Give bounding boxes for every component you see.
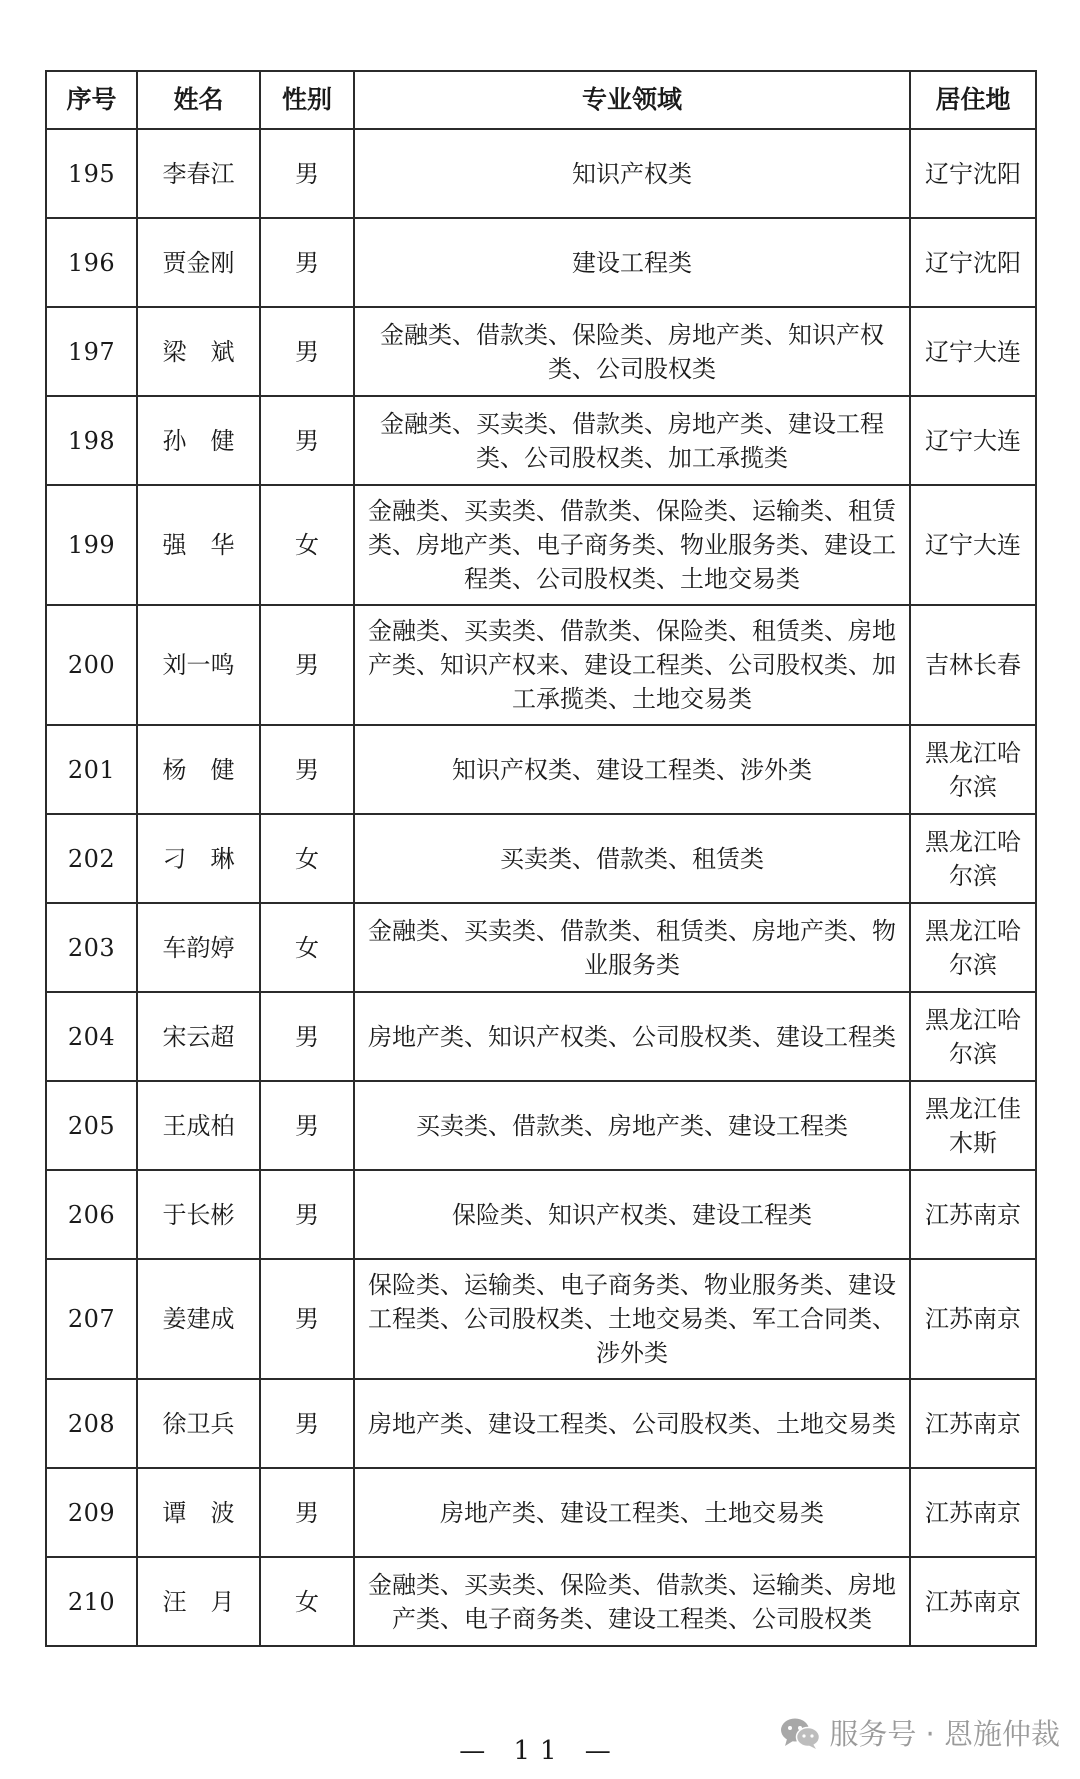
row-name: 谭 波: [137, 1468, 260, 1557]
table-row: [46, 485, 1036, 605]
row-field: 金融类、买卖类、借款类、房地产类、建设工程类、公司股权类、加工承揽类: [354, 396, 910, 485]
row-name: 徐卫兵: [137, 1379, 260, 1468]
row-sex: 男: [260, 1081, 354, 1170]
row-location: 黑龙江哈尔滨: [910, 992, 1036, 1081]
row-location: 江苏南京: [910, 1379, 1036, 1468]
table-row: [46, 307, 1036, 396]
row-field: 金融类、买卖类、借款类、保险类、运输类、租赁类、房地产类、电子商务类、物业服务类、建设工程类、公司股权类、土地交易类: [354, 485, 910, 605]
row-field: 房地产类、知识产权类、公司股权类、建设工程类: [354, 992, 910, 1081]
row-location: 辽宁大连: [910, 485, 1036, 605]
table-row: [46, 1468, 1036, 1557]
row-field: 保险类、知识产权类、建设工程类: [354, 1170, 910, 1259]
header-number: 序号: [46, 71, 137, 129]
row-sex: 男: [260, 992, 354, 1081]
row-number: 204: [46, 992, 137, 1081]
table-row: [46, 992, 1036, 1081]
row-location: 江苏南京: [910, 1468, 1036, 1557]
arbitrator-roster-table: [45, 70, 1037, 1647]
row-number: 207: [46, 1259, 137, 1379]
row-name: 贾金刚: [137, 218, 260, 307]
row-sex: 男: [260, 396, 354, 485]
row-name: 刘一鸣: [137, 605, 260, 725]
row-number: 197: [46, 307, 137, 396]
row-location: 辽宁大连: [910, 396, 1036, 485]
header-sex: 性别: [260, 71, 354, 129]
row-name: 姜建成: [137, 1259, 260, 1379]
row-location: 辽宁大连: [910, 307, 1036, 396]
row-location: 黑龙江哈尔滨: [910, 814, 1036, 903]
row-sex: 男: [260, 1170, 354, 1259]
row-sex: 男: [260, 605, 354, 725]
row-field: 保险类、运输类、电子商务类、物业服务类、建设工程类、公司股权类、土地交易类、军工合同类、涉外类: [354, 1259, 910, 1379]
row-name: 孙 健: [137, 396, 260, 485]
row-name: 刁 琳: [137, 814, 260, 903]
row-field: 金融类、借款类、保险类、房地产类、知识产权类、公司股权类: [354, 307, 910, 396]
row-location: 江苏南京: [910, 1259, 1036, 1379]
row-number: 202: [46, 814, 137, 903]
row-field: 买卖类、借款类、房地产类、建设工程类: [354, 1081, 910, 1170]
row-location: 江苏南京: [910, 1170, 1036, 1259]
row-name: 宋云超: [137, 992, 260, 1081]
row-sex: 女: [260, 903, 354, 992]
row-location: 吉林长春: [910, 605, 1036, 725]
row-location: 江苏南京: [910, 1557, 1036, 1646]
table-row: [46, 725, 1036, 814]
row-sex: 男: [260, 218, 354, 307]
row-number: 199: [46, 485, 137, 605]
row-location: 黑龙江佳木斯: [910, 1081, 1036, 1170]
row-sex: 男: [260, 1259, 354, 1379]
row-number: 195: [46, 129, 137, 218]
row-sex: 男: [260, 129, 354, 218]
table-row: [46, 1081, 1036, 1170]
row-field: 金融类、买卖类、借款类、保险类、租赁类、房地产类、知识产权来、建设工程类、公司股权类、加工承揽类、土地交易类: [354, 605, 910, 725]
row-field: 房地产类、建设工程类、土地交易类: [354, 1468, 910, 1557]
table-row: [46, 1170, 1036, 1259]
row-number: 196: [46, 218, 137, 307]
row-field: 建设工程类: [354, 218, 910, 307]
row-field: 知识产权类、建设工程类、涉外类: [354, 725, 910, 814]
row-number: 209: [46, 1468, 137, 1557]
row-field: 金融类、买卖类、保险类、借款类、运输类、房地产类、电子商务类、建设工程类、公司股权类: [354, 1557, 910, 1646]
document-sheet: [45, 70, 1035, 1647]
row-sex: 男: [260, 1468, 354, 1557]
header-name: 姓名: [137, 71, 260, 129]
table-row: [46, 396, 1036, 485]
row-name: 强 华: [137, 485, 260, 605]
row-sex: 女: [260, 814, 354, 903]
row-field: 金融类、买卖类、借款类、租赁类、房地产类、物业服务类: [354, 903, 910, 992]
row-name: 杨 健: [137, 725, 260, 814]
row-location: 辽宁沈阳: [910, 129, 1036, 218]
row-sex: 女: [260, 485, 354, 605]
row-name: 李春江: [137, 129, 260, 218]
row-name: 汪 月: [137, 1557, 260, 1646]
table-row: [46, 1557, 1036, 1646]
table-row: [46, 814, 1036, 903]
row-location: 黑龙江哈尔滨: [910, 903, 1036, 992]
row-number: 201: [46, 725, 137, 814]
row-number: 206: [46, 1170, 137, 1259]
row-field: 知识产权类: [354, 129, 910, 218]
watermark-text: 服务号 · 恩施仲裁: [829, 1717, 1060, 1751]
row-sex: 男: [260, 307, 354, 396]
row-name: 于长彬: [137, 1170, 260, 1259]
row-location: 辽宁沈阳: [910, 218, 1036, 307]
row-number: 200: [46, 605, 137, 725]
row-number: 203: [46, 903, 137, 992]
header-field: 专业领域: [354, 71, 910, 129]
row-number: 208: [46, 1379, 137, 1468]
row-number: 198: [46, 396, 137, 485]
row-sex: 男: [260, 1379, 354, 1468]
header-location: 居住地: [910, 71, 1036, 129]
table-row: [46, 218, 1036, 307]
table-row: [46, 605, 1036, 725]
row-location: 黑龙江哈尔滨: [910, 725, 1036, 814]
table-row: [46, 903, 1036, 992]
row-sex: 男: [260, 725, 354, 814]
table-row: [46, 129, 1036, 218]
page-number: — 11 —: [459, 1736, 621, 1766]
row-field: 房地产类、建设工程类、公司股权类、土地交易类: [354, 1379, 910, 1468]
table-row: [46, 1379, 1036, 1468]
table-row: [46, 1259, 1036, 1379]
row-number: 205: [46, 1081, 137, 1170]
row-name: 车韵婷: [137, 903, 260, 992]
row-sex: 女: [260, 1557, 354, 1646]
row-field: 买卖类、借款类、租赁类: [354, 814, 910, 903]
row-name: 王成柏: [137, 1081, 260, 1170]
row-name: 梁 斌: [137, 307, 260, 396]
row-number: 210: [46, 1557, 137, 1646]
table-header-row: [46, 71, 1036, 129]
